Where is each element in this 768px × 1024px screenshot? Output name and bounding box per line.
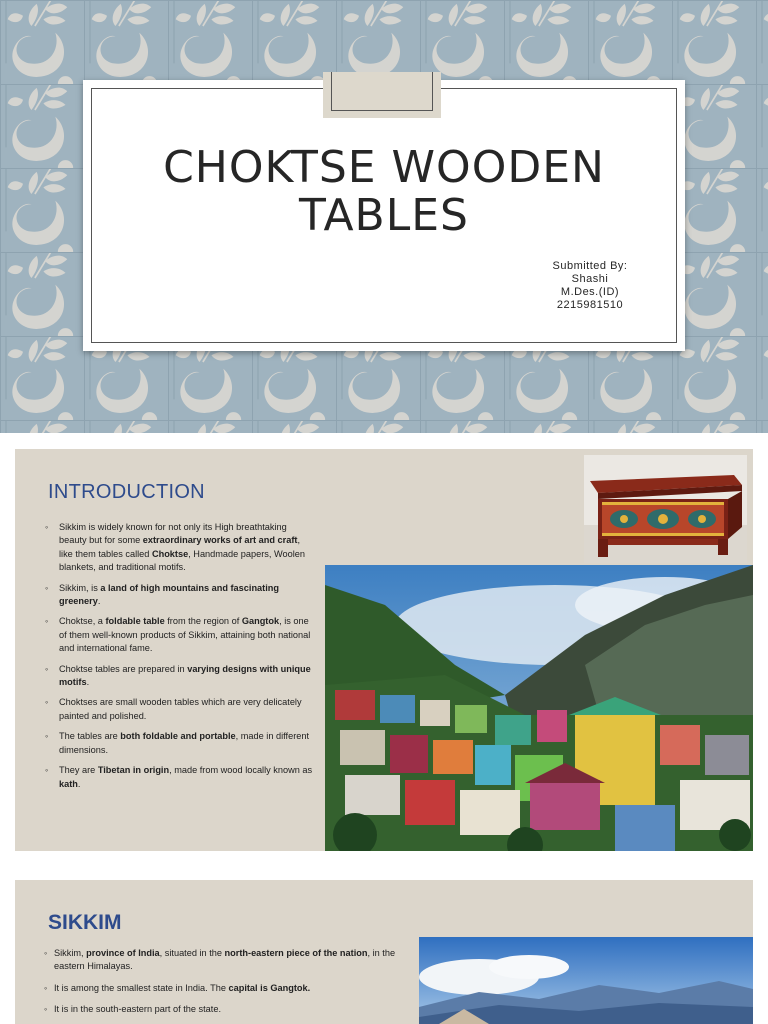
bullet-text: Sikkim, is bbox=[59, 582, 101, 593]
bullet-text: It is among the smallest state in India. The bbox=[54, 982, 229, 993]
submitted-by-block bbox=[528, 260, 652, 312]
bullet-item bbox=[45, 582, 313, 609]
bullet-text: , Handmade papers, Woolen blankets, and traditional motifs. bbox=[59, 548, 305, 573]
bullet-bold-text: Choktse bbox=[151, 548, 189, 559]
bullet-text: , made in different dimensions. bbox=[59, 731, 310, 755]
bullet-bold-text: both foldable and portable bbox=[120, 731, 236, 742]
bullet-bold-text: Tibetan in origin bbox=[97, 765, 170, 776]
bullet-text: Sikkim, bbox=[54, 948, 87, 958]
bullet-bold-text: extraordinary works of art and craft bbox=[142, 535, 298, 546]
bullet-text: Choktse, a bbox=[59, 616, 106, 627]
bullet-text: Choktse tables are prepared in bbox=[59, 663, 188, 674]
bullet-item bbox=[45, 1003, 415, 1016]
sikkim-slide bbox=[15, 880, 753, 1024]
author-roll-number: 2215981510 bbox=[556, 299, 624, 311]
presentation-title: CHOKTSE WOODEN TABLES bbox=[163, 142, 605, 241]
bullet-text: . bbox=[97, 596, 101, 607]
bullet-text: from the region of bbox=[164, 616, 242, 627]
author-name: Shashi bbox=[571, 273, 609, 285]
bullet-bold-text: a land of high mountains and fascinating greenery bbox=[59, 582, 279, 607]
bullet-item bbox=[45, 696, 313, 723]
bullet-item bbox=[45, 615, 313, 655]
introduction-bullet-list bbox=[45, 521, 313, 798]
sikkim-bullet-list bbox=[45, 947, 415, 1024]
bullet-item bbox=[45, 947, 415, 974]
bullet-text: , like them tables called bbox=[59, 535, 301, 559]
sikkim-town-photo bbox=[325, 565, 753, 851]
bullet-item bbox=[45, 764, 313, 791]
bullet-text: The tables are bbox=[59, 731, 121, 742]
bullet-text: They are bbox=[59, 765, 98, 776]
bullet-item bbox=[45, 730, 313, 757]
sikkim-heading: SIKKIM bbox=[48, 911, 122, 934]
bullet-text: , in the eastern Himalayas. bbox=[54, 948, 396, 972]
bullet-text: . bbox=[86, 677, 90, 688]
bullet-text: . bbox=[77, 778, 81, 789]
bullet-bold-text: kath bbox=[59, 778, 78, 789]
bullet-bold-text: varying designs with unique motifs bbox=[59, 663, 311, 688]
title-card bbox=[83, 80, 685, 351]
bullet-text: , situated in the bbox=[159, 948, 225, 958]
bullet-bold-text: Gangtok bbox=[241, 616, 280, 627]
choktse-table-image bbox=[584, 455, 747, 563]
bullet-item bbox=[45, 982, 415, 995]
bullet-text: It is in the south-eastern part of the state. bbox=[54, 1004, 221, 1015]
title-tab-decoration bbox=[323, 72, 441, 118]
introduction-slide bbox=[15, 449, 753, 851]
introduction-heading: INTRODUCTION bbox=[48, 481, 205, 503]
title-slide bbox=[0, 0, 768, 433]
submitted-by-label: Submitted By: bbox=[552, 260, 628, 272]
bullet-item bbox=[45, 521, 313, 575]
bullet-bold-text: foldable table bbox=[105, 616, 165, 627]
bullet-bold-text: province of India bbox=[86, 948, 160, 958]
bullet-bold-text: capital is Gangtok. bbox=[228, 982, 311, 993]
bullet-text: Choktses are small wooden tables which are very delicately painted and polished. bbox=[59, 697, 302, 721]
bullet-text: , made from wood locally known as bbox=[169, 765, 313, 776]
bullet-item bbox=[45, 663, 313, 690]
bullet-text: Sikkim is widely known for not only its High breathtaking beauty but for some bbox=[59, 522, 287, 546]
himalaya-mountain-photo bbox=[419, 937, 753, 1024]
author-degree: M.Des.(ID) bbox=[560, 286, 620, 298]
bullet-bold-text: north-eastern piece of the nation bbox=[224, 948, 368, 958]
bullet-text: , is one of them well-known products of Sikkim, attaining both national and international fame. bbox=[59, 616, 311, 654]
